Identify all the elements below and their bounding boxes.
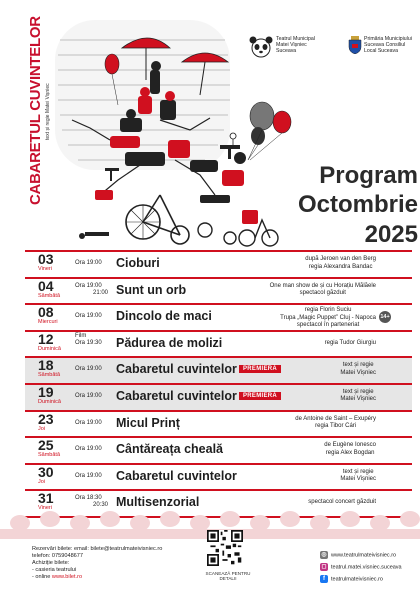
instagram-icon: ◻: [321, 564, 327, 570]
online-prefix: - online: [32, 574, 52, 581]
theatre-logo: [248, 36, 315, 60]
event-credit-line: regia Florin Suciu: [304, 307, 352, 314]
event-credit-line: text și regie: [342, 468, 374, 475]
event-credits: [324, 442, 376, 457]
city-hall-logo-text: Primăria Municipiului Suceava Consiliul Local Suceava: [364, 36, 412, 54]
event-time-primary: Ora 19:00: [75, 472, 102, 479]
theatre-logo-text: Teatrul Municipal Matei Vișniec Suceava: [276, 36, 315, 54]
event-time-primary: Ora 19:00: [75, 392, 102, 399]
globe-icon: ◎: [321, 552, 327, 558]
event-weekday: Sâmbătă: [38, 292, 61, 299]
event-credits: [340, 362, 376, 377]
panda-logo-icon: [248, 36, 274, 58]
event-title: Micul Prinț: [116, 415, 180, 430]
event-weekday: Vineri: [38, 505, 52, 512]
qr-code[interactable]: [207, 530, 243, 566]
event-credits: [340, 469, 376, 484]
event-day: 31: [38, 490, 54, 507]
event-credit-line: spectacol în parteneriat: [296, 322, 360, 329]
event-day: 03: [38, 251, 54, 267]
event-title: Sunt un orb: [116, 282, 187, 297]
event-credit-line: spectacol găzduit: [299, 290, 346, 297]
event-day: 23: [38, 410, 54, 427]
event-time: [75, 473, 102, 480]
event-day: 08: [38, 304, 54, 321]
event-title: Cabaretul cuvintelor: [116, 388, 237, 403]
premiere-badge: PREMIERĂ: [239, 365, 281, 373]
box-office-option: - casieria teatrului: [32, 567, 77, 574]
event-credit-line: Matei Vișniec: [340, 476, 376, 483]
city-hall-logo: [348, 36, 412, 56]
event-credit-line: Matei Vișniec: [340, 369, 376, 376]
phone-number: telefon: 0759048677: [32, 553, 84, 560]
event-weekday: Miercuri: [38, 319, 58, 326]
event-credit-line: Trupa „Magic Puppet” Cluj - Napoca: [280, 314, 376, 321]
event-credits: [270, 283, 376, 298]
event-time-secondary: 21:00: [93, 289, 109, 296]
event-credits: [280, 307, 376, 330]
event-credits: [295, 416, 376, 431]
event-credit-line: de Eugène Ionesco: [324, 442, 376, 449]
event-credit-line: Matei Vișniec: [340, 396, 376, 403]
event-time-secondary: 20:30: [93, 502, 109, 509]
event-title: Cabaretul cuvintelor: [116, 362, 237, 377]
event-type: Film: [75, 332, 87, 339]
event-row: [25, 356, 412, 383]
event-title: Cântăreața cheală: [116, 442, 224, 457]
event-time: [75, 420, 102, 427]
reservation-contact: Rezervări bilete: email: bilete@teatrulmateivisniec.ro: [32, 546, 163, 552]
event-credit-line: regia Tudor Giurgiu: [324, 339, 376, 346]
website-text: www.teatrulmateivisniec.ro: [331, 552, 397, 559]
event-credit-line: text și regie: [342, 362, 374, 369]
event-time: [75, 446, 102, 453]
event-time-primary: Ora 19:00: [75, 260, 102, 266]
event-row: [25, 250, 412, 277]
event-credits: [325, 340, 376, 348]
program-year: 2025: [364, 221, 418, 248]
coat-of-arms-icon: [348, 36, 362, 54]
event-row: [25, 330, 412, 357]
event-weekday: Vineri: [38, 266, 52, 272]
event-time-primary: Ora 19:00: [75, 446, 102, 453]
event-title: Pădurea de molizi: [116, 335, 223, 350]
event-row: [25, 277, 412, 304]
event-weekday: Joi: [38, 478, 46, 485]
event-day: 12: [38, 330, 54, 347]
event-weekday: Duminică: [38, 398, 61, 405]
event-time-primary: Ora 19:00: [75, 282, 102, 289]
event-time-primary: Ora 18:30: [75, 495, 102, 502]
event-time: [75, 366, 102, 373]
event-row: [25, 436, 412, 463]
facebook-icon: f: [320, 575, 328, 583]
ticket-info: [32, 546, 162, 581]
event-title: Multisenzorial: [116, 495, 200, 510]
event-day: 19: [38, 383, 54, 400]
program-heading: Program: [319, 162, 418, 189]
schedule-table: [25, 250, 412, 518]
event-row: [25, 383, 412, 410]
vertical-show-title: CABARETUL CUVINTELOR: [27, 16, 44, 205]
event-credit-line: după Jeroen van den Berg: [305, 256, 376, 262]
event-weekday: Sâmbătă: [38, 452, 61, 459]
event-row: [25, 410, 412, 437]
event-row: [25, 303, 412, 330]
event-row: [25, 463, 412, 490]
event-time: [75, 283, 108, 297]
event-day: 18: [38, 357, 54, 374]
instagram-text: teatrul.matei.visniec.suceava: [331, 564, 402, 571]
event-time-primary: Ora 19:00: [75, 313, 102, 320]
ticket-site-link[interactable]: www.bilet.ro: [51, 574, 83, 581]
event-credit-line: regia Alexandra Bandac: [308, 263, 373, 270]
event-credits: [305, 256, 376, 271]
event-weekday: Joi: [38, 425, 46, 432]
event-credit-line: regia Alex Bogdan: [325, 449, 375, 456]
event-credit-line: regia Tibor Cári: [315, 423, 357, 430]
online-option: [32, 574, 162, 581]
event-credits: [340, 389, 376, 404]
website-link[interactable]: [320, 551, 396, 559]
event-time-primary: Ora 19:30: [75, 339, 102, 346]
facebook-link[interactable]: [320, 575, 383, 583]
event-time-primary: Ora 19:00: [75, 419, 102, 426]
event-credit-line: One man show de și cu Horațiu Mălăele: [269, 282, 376, 289]
vertical-show-subtitle: text și regie Matei Vișniec: [45, 83, 51, 140]
event-time-primary: Ora 19:00: [75, 366, 102, 373]
event-day: 30: [38, 463, 54, 480]
event-time: [75, 340, 102, 347]
event-title: Dincolo de maci: [116, 309, 212, 324]
event-weekday: Sâmbătă: [38, 372, 61, 379]
purchase-label: Achiziție bilete:: [32, 560, 70, 567]
event-weekday: Duminică: [38, 345, 61, 352]
event-time: [75, 260, 102, 267]
event-credit-line: de Antoine de Saint – Exupéry: [295, 415, 376, 422]
event-day: 04: [38, 277, 54, 294]
program-month: Octombrie: [297, 191, 418, 218]
event-time: [75, 313, 102, 320]
instagram-link[interactable]: [320, 563, 402, 571]
qr-caption: SCANEAZĂ PENTRU DETALII: [205, 571, 251, 581]
premiere-badge: PREMIERĂ: [239, 392, 281, 400]
event-credit-line: spectacol concert găzduit: [308, 499, 376, 506]
event-title: Cioburi: [116, 256, 160, 270]
event-day: 25: [38, 437, 54, 454]
facebook-text: teatrulmateivisniec.ro: [331, 576, 383, 583]
event-time: [75, 393, 102, 400]
event-title: Cabaretul cuvintelor: [116, 468, 237, 483]
age-rating-badge: 14+: [379, 311, 391, 323]
event-credit-line: text și regie: [342, 388, 374, 395]
